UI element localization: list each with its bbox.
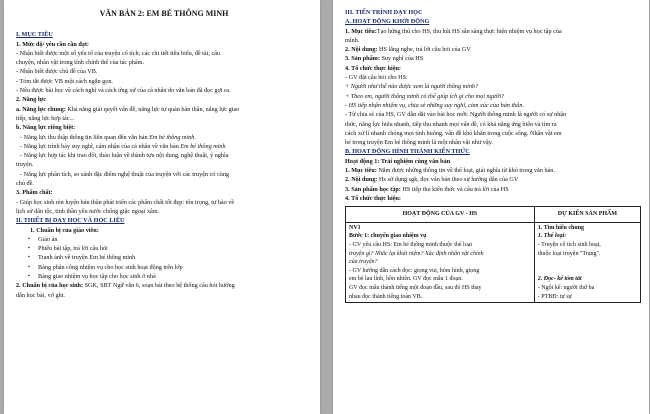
- subheading-qualities: 3. Phẩm chất:: [16, 189, 53, 197]
- qualities-paragraph: [16, 198, 312, 217]
- activity-line: - GV hướng dẫn cách đọc: giọng vui, hóm hỉnh, giọng: [349, 267, 480, 274]
- lesson-title: VĂN BẢN 2: EM BÉ THÔNG MINH: [99, 9, 229, 18]
- specific-competence-line: [16, 133, 312, 142]
- activity-1-heading: Hoạt động 1: Trải nghiệm cùng văn bản: [345, 157, 451, 165]
- teacher-prep-list: [16, 235, 312, 281]
- subheading-competence: 2. Năng lực: [16, 96, 47, 104]
- subheading-teacher-prep: 1. Chuẩn bị của giáo viên:: [30, 226, 99, 234]
- requirements-line: - Nhận biết được một số yếu tố của truyện cổ tích; các chi tiết tiêu biểu, đề tài, câu: [16, 49, 221, 57]
- activity-line: - GV yêu cầu HS: Em bé thông minh thuộc thể loại: [349, 242, 473, 249]
- product-line: - PTBĐ: tự sự: [537, 293, 572, 300]
- knowledge-content-text: Hs sử dụng sgk, đọc văn bản theo sự hướng dẫn của GV: [377, 176, 519, 184]
- competence-text: - Năng lực phân tích, so sánh đặc điểm nghệ thuật của truyện với các truyện có cùng: [20, 170, 230, 178]
- warmup-product-text: Suy nghĩ của HS: [379, 55, 424, 63]
- section-heading-objectives: I. MỤC TIÊU: [16, 31, 53, 39]
- activity-line: nhau đọc thành tiếng toàn VB.: [349, 293, 423, 300]
- general-competence-label: a. Năng lực chung:: [16, 105, 66, 113]
- warmup-conclusion-line: thức, năng lực hiểu nhanh, tiếp thu nhanh mọi vấn đề, có khả năng ứng biến và tìm ra: [345, 120, 557, 128]
- knowledge-organize-heading: 4. Tổ chức thực hiện:: [345, 194, 401, 202]
- activity-table-header: [346, 207, 641, 223]
- specific-competence-line: [16, 160, 312, 169]
- warmup-organize-heading: 4. Tổ chức thực hiện:: [345, 64, 401, 72]
- activity-line: NV1: [349, 224, 361, 231]
- warmup-objective-text: Tạo hứng thú cho HS, thu hút HS sẵn sàng thực hiện nhiệm vụ học tập của: [376, 27, 562, 35]
- qualities-line: - Giúp học sinh rèn luyện bản thân phát triển các phẩm chất tốt đẹp: tôn trọng, tự hào về: [16, 198, 235, 206]
- product-line: thuộc loại truyện "Trạng".: [537, 250, 601, 257]
- product-line: - Truyện cổ tích sinh hoạt,: [537, 242, 601, 249]
- document-page-left: [4, 0, 320, 414]
- requirements-line: - Nhận biết được chủ đề của VB.: [16, 68, 98, 76]
- requirements-line: - Nêu được bài học về cách nghĩ và cách ứng xử của cá nhân do văn bản đã đọc gợi ra.: [16, 87, 231, 95]
- table-cell-products: [534, 222, 640, 302]
- competence-text: - Năng lực hợp tác khi trao đổi, thảo luận về thành tựu nội dung, nghệ thuật, ý nghĩa: [20, 152, 229, 160]
- page-right-content: [345, 8, 641, 303]
- student-prep-text: SGK, SBT Ngữ văn 6, soạn bài theo hệ thống câu hỏi hướng: [83, 282, 235, 290]
- section-heading-knowledge: B. HOẠT ĐỘNG HÌNH THÀNH KIẾN THỨC: [345, 148, 470, 156]
- warmup-conclusion-paragraph: [345, 110, 641, 147]
- warmup-step-line: + Người như thế nào được xem là người thông minh?: [345, 83, 479, 91]
- teacher-prep-item: ▪ Phiếu bài tập, trả lời câu hỏi: [16, 244, 312, 253]
- warmup-conclusion-line: bé trong truyện Em bé thông minh là một nhân vật như vậy.: [345, 139, 493, 147]
- requirements-line: chuyện, nhân vật trong tính chỉnh thể của tác phẩm.: [16, 59, 145, 67]
- product-line: [538, 258, 637, 267]
- teacher-prep-item: ▪ Bảng giao nhiệm vụ học tập cho học sinh ở nhà: [16, 272, 312, 281]
- knowledge-product-text: HS tiếp thu kiến thức và câu trả lời của HS: [400, 185, 509, 193]
- activity-line: GV đọc mẫu thành tiếng một đoạn đầu, sau đó HS thay: [349, 284, 482, 291]
- qualities-line: lịch sử dân tộc, tinh thần yêu nước chống giặc ngoại xâm.: [16, 207, 160, 215]
- knowledge-content-line: [345, 175, 641, 184]
- activity-line: của truyện?: [349, 259, 378, 266]
- requirements-paragraph: [16, 49, 312, 95]
- teacher-prep-item: ▪ Tranh ảnh về truyện Em bé thông minh: [16, 253, 312, 262]
- warmup-objective-line-2: mình.: [345, 36, 360, 44]
- specific-competence-list: [16, 133, 312, 189]
- knowledge-product-line: [345, 185, 641, 194]
- warmup-step-line: - HS tiếp nhận nhiệm vụ, chia sẻ những suy nghĩ, cảm xúc của bản thân.: [345, 101, 524, 109]
- specific-competence-line: [16, 179, 312, 188]
- knowledge-objective-line: [345, 166, 641, 175]
- specific-competence-line: [16, 142, 312, 151]
- knowledge-content-label: 2. Nội dung:: [345, 176, 378, 184]
- product-line: - Ngôi kể: người thứ ba: [537, 284, 595, 291]
- competence-text: - Năng lực thu thập thông tin liên quan đến văn bản: [20, 133, 150, 141]
- warmup-objective-line: [345, 27, 641, 36]
- table-cell-activities: [346, 222, 535, 302]
- warmup-conclusion-line: - Từ chia sẻ của HS, GV dẫn dắt vào bài học mới: Người thông minh là người có sự nhận: [345, 111, 567, 119]
- requirements-line: - Tóm tắt được VB một cách ngắn gọn.: [16, 77, 113, 85]
- product-line: 1. Tìm hiểu chung: [537, 224, 585, 231]
- general-competence-text: Khả năng giải quyết vấn đề, năng lực tự quản bản thân, năng lực giao: [65, 105, 240, 113]
- subheading-requirements: 1. Mức độ/ yêu cầu cần đạt:: [16, 40, 89, 48]
- student-prep-label: 2. Chuẩn bị của học sinh:: [16, 282, 84, 290]
- table-header-expected-products: DỰ KIẾN SẢN PHẨM: [534, 207, 640, 223]
- product-line: [538, 267, 637, 276]
- activity-line: truyện gì? Nhắc lại khái niệm? Xác định nhân vật chính: [349, 250, 484, 257]
- table-header-activities: HOẠT ĐỘNG CỦA GV - HS: [346, 207, 535, 223]
- student-prep-line: [16, 281, 312, 290]
- competence-text: truyện.: [16, 161, 34, 169]
- warmup-step-line: - GV đặt câu hỏi cho HS:: [345, 74, 408, 82]
- activity-line: Bước 1: chuyển giao nhiệm vụ: [349, 233, 427, 240]
- warmup-conclusion-line: cách xử lí nhanh chóng mọi tình huống, vấn đề khó khăn trong cuộc sống. Nhân vật em: [345, 129, 562, 137]
- general-competence-line: [16, 105, 312, 114]
- knowledge-objective-text: Nắm được những thông tin về thể loại, giải nghĩa từ khó trong văn bản.: [376, 167, 555, 175]
- competence-text-italic: Em bé thông minh: [180, 142, 226, 150]
- warmup-product-line: [345, 54, 641, 63]
- product-line: 1. Thể loại:: [537, 233, 567, 240]
- page-left-content: [16, 8, 312, 300]
- teacher-prep-item: ▪ Giáo án: [16, 235, 312, 244]
- competence-text-italic: Em bé thông minh.: [149, 133, 196, 141]
- section-heading-warmup: A. HOẠT ĐỘNG KHỞI ĐỘNG: [345, 18, 430, 26]
- specific-competence-line: [16, 170, 312, 179]
- section-heading-process: III. TIẾN TRÌNH DẠY HỌC: [345, 9, 423, 16]
- knowledge-product-label: 3. Sản phẩm học tập:: [345, 185, 401, 193]
- activity-table: [345, 206, 641, 303]
- competence-text: chủ đề.: [16, 180, 34, 188]
- competence-text: - Năng lực trình bày suy nghĩ, cảm nhận của cá nhân về văn bản: [20, 142, 181, 150]
- warmup-content-label: 2. Nội dung:: [345, 46, 378, 54]
- teacher-prep-item: ▪ Bảng phân công nhiệm vụ cho học sinh hoạt động trên lớp: [16, 263, 312, 272]
- warmup-steps: [345, 73, 641, 110]
- warmup-step-line: + Theo em, người thông minh có thể giúp ích gì cho mọi người?: [345, 92, 505, 100]
- warmup-product-label: 3. Sản phẩm:: [345, 55, 380, 63]
- section-heading-equipment: II. THIẾT BỊ DẠY HỌC VÀ HỌC LIỆU: [16, 217, 125, 225]
- student-prep-line-2: dẫn học bài, vở ghi.: [16, 291, 65, 299]
- general-competence-line-2: tiếp, năng lực hợp tác...: [16, 114, 75, 122]
- warmup-content-text: HS lắng nghe, trả lời câu hỏi của GV: [377, 46, 471, 54]
- warmup-objective-label: 1. Mục tiêu:: [345, 27, 377, 35]
- document-page-right: [333, 0, 649, 414]
- product-line: 2. Đọc- kể tóm tắt: [537, 276, 582, 283]
- subheading-specific-competence: b. Năng lực riêng biệt:: [16, 124, 76, 132]
- specific-competence-line: [16, 151, 312, 160]
- activity-line: em bé lau lỉnh, hồn nhiên. GV đọc mẫu 1 đoạn.: [349, 276, 463, 283]
- warmup-content-line: [345, 45, 641, 54]
- knowledge-objective-label: 1. Mục tiêu:: [345, 167, 377, 175]
- table-row: [346, 222, 641, 302]
